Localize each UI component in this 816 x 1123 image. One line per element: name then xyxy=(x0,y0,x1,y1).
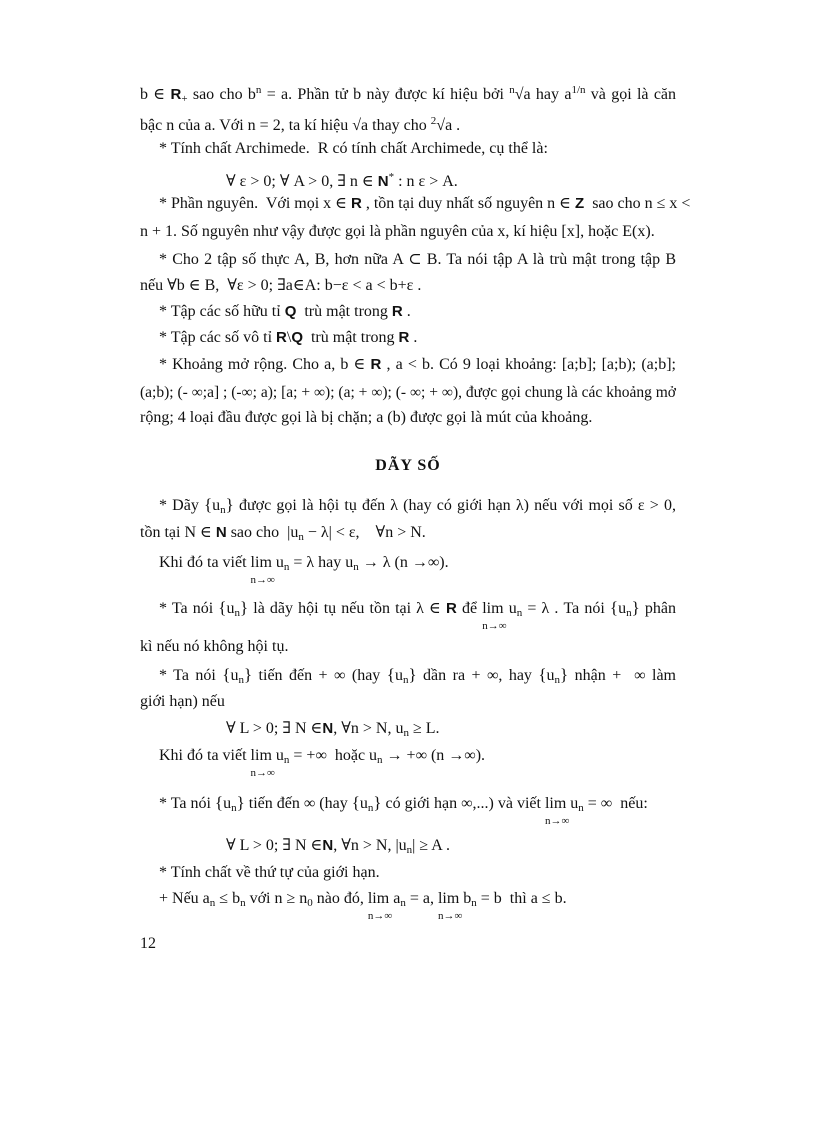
text-line-order-property: * Tính chất về thứ tự của giới hạn. xyxy=(159,864,380,881)
text-line-tends-plus-infinity: * Ta nói $\{u_n\}$ tiến đến + ∞ (hay $\{u_n\}$ dần ra + ∞, hay $\{u_n\}$ nhận + ∞ làm xyxy=(159,665,676,686)
text-line-rationals-dense: * Tập các số hữu tỉ Q trù mật trong R . xyxy=(159,303,411,320)
text-line-limit-notation: Khi đó ta viết lim n→∞ $u_n = \lambda$ hay $u_n \to \lambda$ (n →∞). xyxy=(159,554,449,586)
text-line-tends-infinity: * Ta nói $\{u_n\}$ tiến đến ∞ (hay $\{u_n\}$ có giới hạn ∞,...) và viết lim n→∞ $u_n$ = ∞ nếu: xyxy=(159,793,648,827)
text-line-extended-intervals: * Khoảng mở rộng. Cho a, b ∈ R , a < b. Có 9 loại khoảng: [a;b]; [a;b); (a;b]; xyxy=(159,356,677,373)
text-line-divergent: kì nếu nó không hội tụ. xyxy=(140,638,289,655)
text-line-root-notation: bậc n của a. Với n = 2, ta kí hiệu √a thay cho $^2$√a . xyxy=(140,115,461,134)
formula-infinity: ∀ L > 0; ∃ N ∈N, ∀n > N, $|u_n| \ge A$ . xyxy=(226,837,450,856)
text-line-convergence-formula: tồn tại N ∈ N sao cho $|u_n - \lambda| < \varepsilon$, ∀n > N. xyxy=(140,524,426,543)
text-line-irrationals-dense: * Tập các số vô tỉ R\Q trù mật trong R . xyxy=(159,329,418,346)
text-line-intervals-end: rộng; 4 loại đầu được gọi là bị chặn; a (b) được gọi là mút của khoảng. xyxy=(140,409,593,426)
text-line-dense-def: * Cho 2 tập số thực A, B, hơn nữa A ⊂ B. Ta nói tập A là trù mật trong tập B xyxy=(159,251,676,268)
text-line-dense-formula: nếu ∀b ∈ B, ∀ε > 0; ∃a∈A: b−ε < a < b+ε . xyxy=(140,277,422,294)
formula-plus-infinity: ∀ L > 0; ∃ N ∈N, ∀n > N, $u_n \ge L$. xyxy=(226,720,440,739)
text-line-integer-part-2: n + 1. Số nguyên như vậy được gọi là phần nguyên của x, kí hiệu [x], hoặc E(x). xyxy=(140,223,655,240)
text-line-root-def: b ∈ $R_+$ sao cho $b^n = a$. Phần tử b này được kí hiệu bởi $^n$√a hay $a^{1/n}$ và gọi là căn xyxy=(140,84,677,105)
text-line-limit-if: giới hạn) nếu xyxy=(140,693,225,710)
text-line-archimede-title: * Tính chất Archimede. R có tính chất Archimede, cụ thể là: xyxy=(159,140,548,157)
text-line-order-statement: + Nếu $a_n \le b_n$ với $n \ge n_0$ nào đó, lim n→∞ $a_n = a$, lim n→∞ $b_n = b$ thì a ≤ b. xyxy=(159,890,567,922)
page-number: 12 xyxy=(140,935,156,952)
text-line-integer-part: * Phần nguyên. Với mọi x ∈ R , tồn tại duy nhất số nguyên n ∈ Z sao cho n ≤ x < xyxy=(159,195,691,212)
section-heading: DÃY SỐ xyxy=(375,457,441,474)
formula-archimede: ∀ ε > 0; ∀ A > 0, ∃ n ∈ N* : n ε > A. xyxy=(226,171,458,190)
text-line-convergent-seq: * Ta nói $\{u_n\}$ là dãy hội tụ nếu tồn tại λ ∈ R để lim n→∞ $u_n = \lambda$ . Ta nói $\{u_n\}$ phân xyxy=(159,598,676,632)
text-line-intervals-list: (a;b); (- ∞;a] ; (-∞; a); [a; + ∞); (a; + ∞); (- ∞; + ∞), được gọi chung là các khoảng mở xyxy=(140,384,676,401)
text-line-plus-infinity-notation: Khi đó ta viết lim n→∞ $u_n$ = +∞ hoặc $u_n$ → +∞ (n →∞). xyxy=(159,747,486,779)
text-line-convergence-def: * Dãy $\{u_n\}$ được gọi là hội tụ đến λ (hay có giới hạn λ) nếu với mọi số ε > 0, xyxy=(159,495,676,516)
